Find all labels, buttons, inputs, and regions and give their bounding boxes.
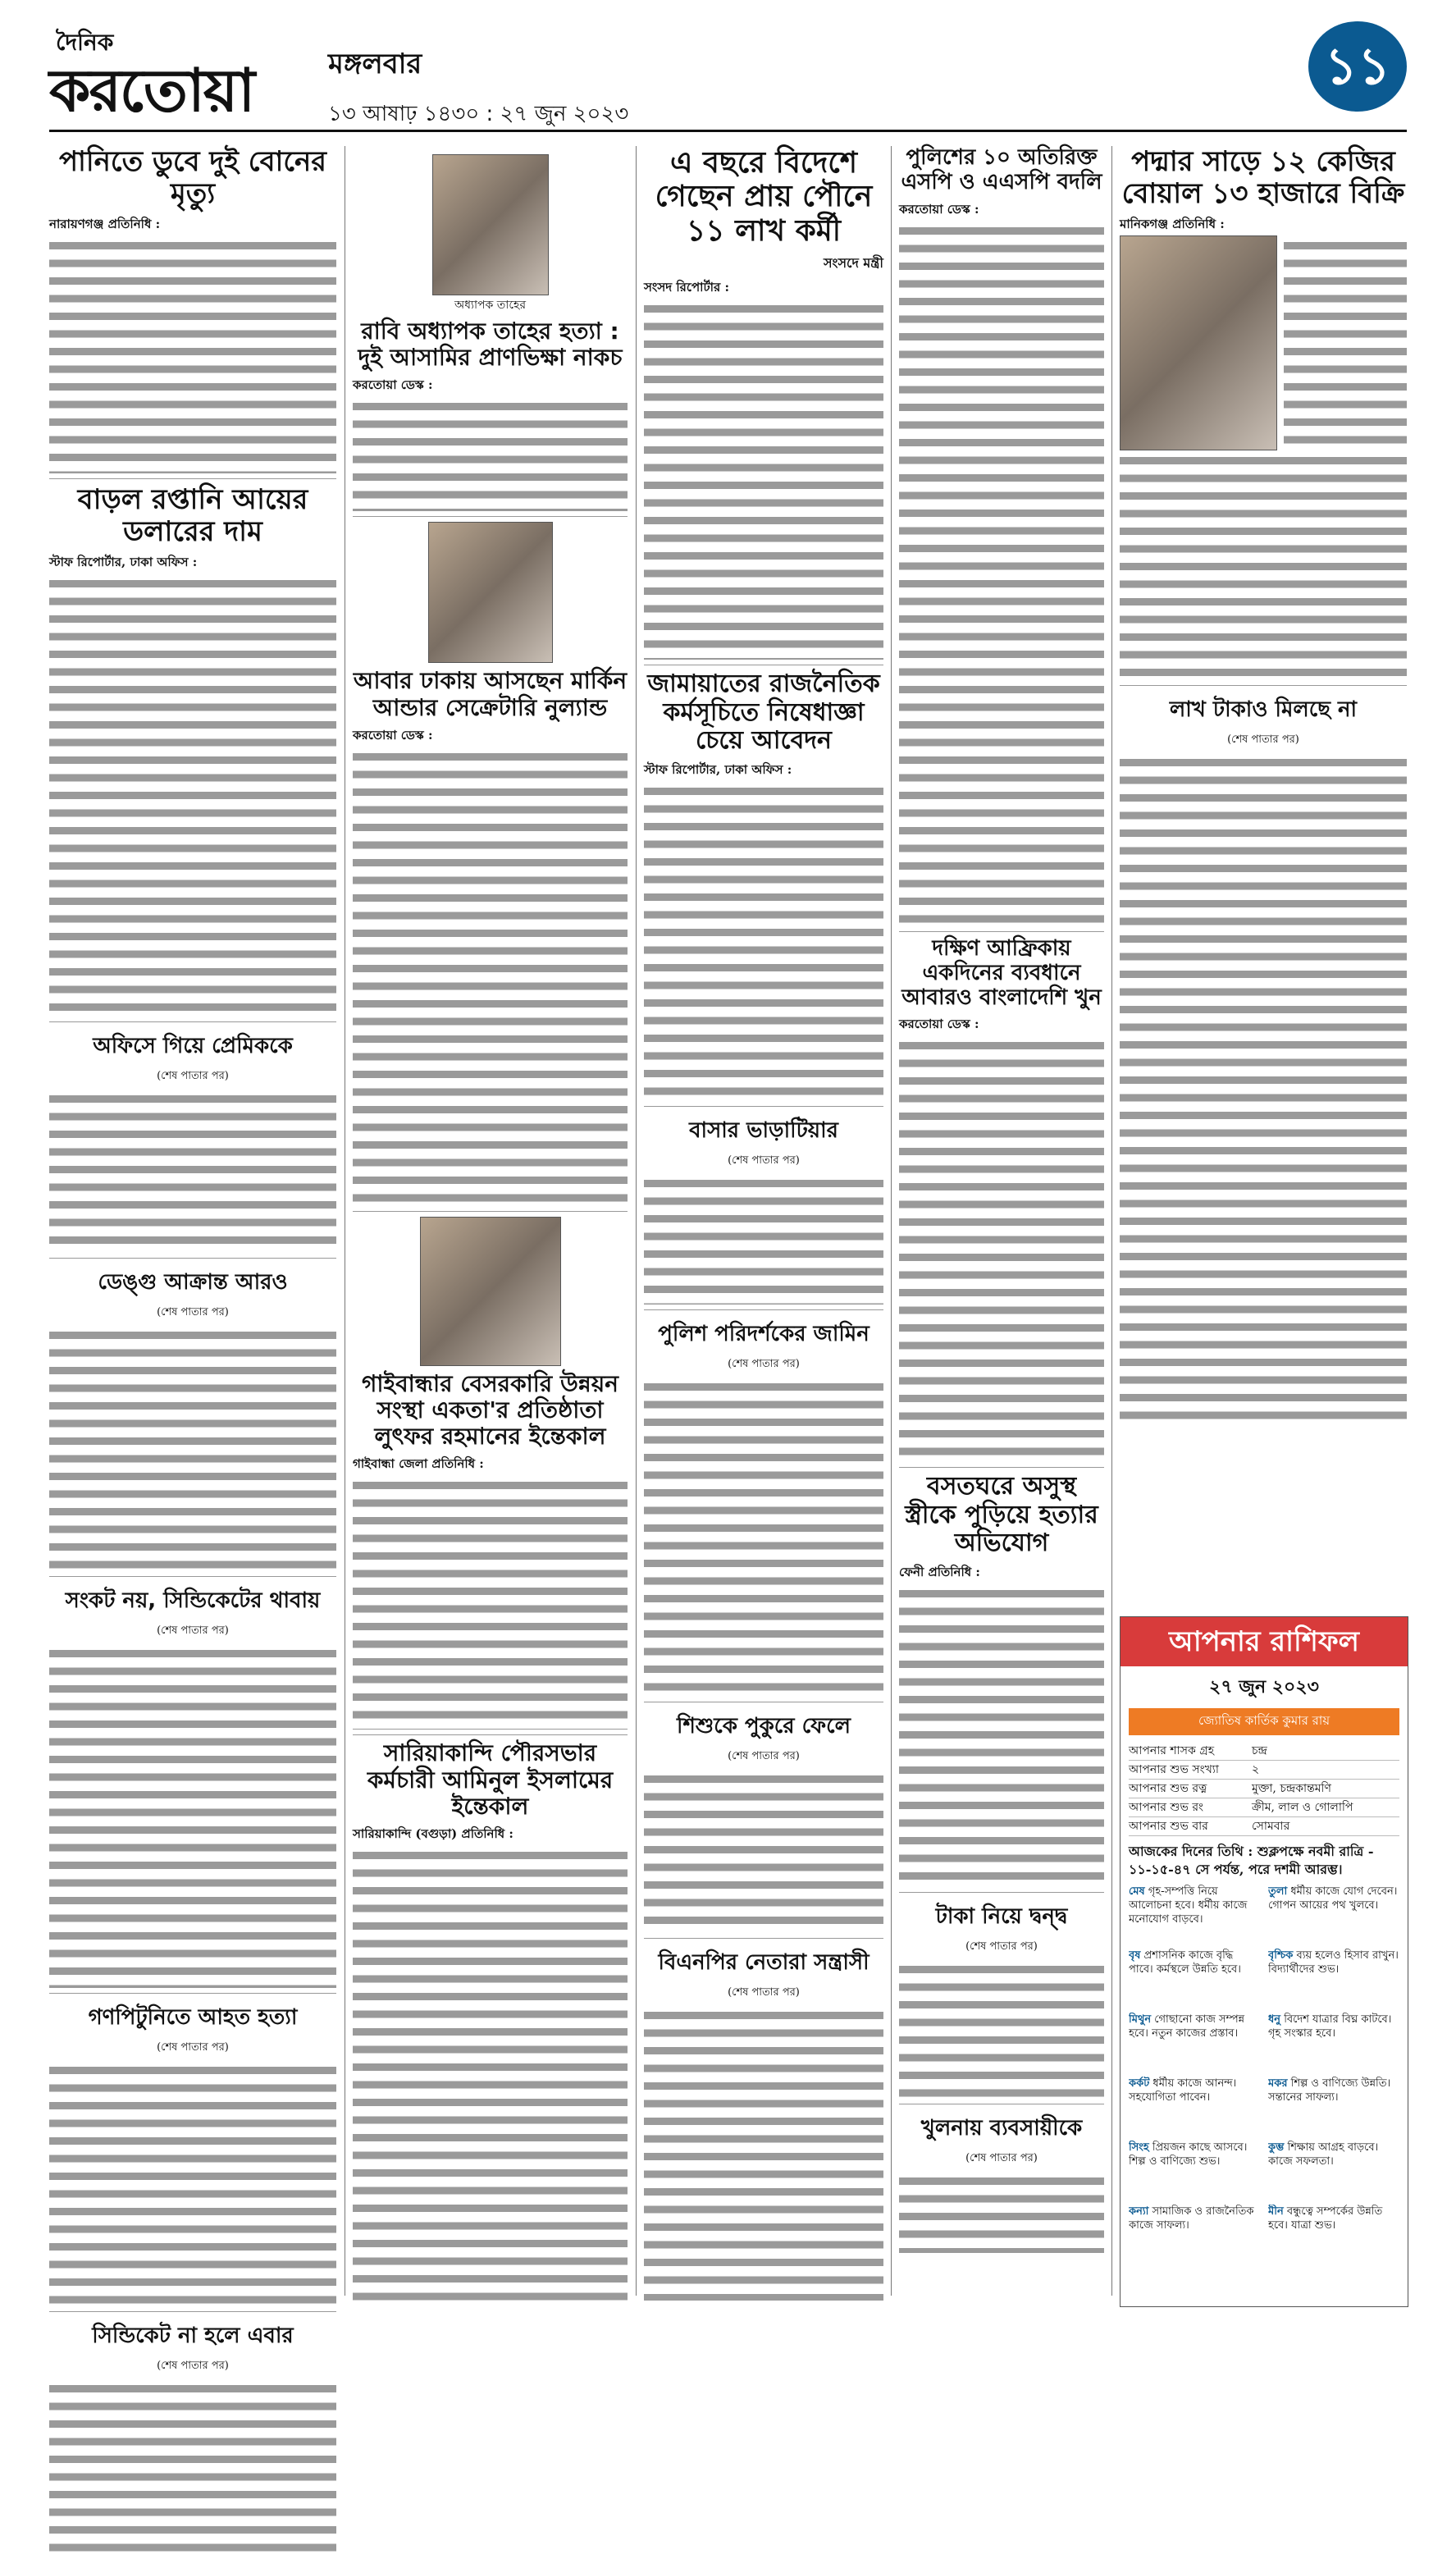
article-body: [49, 2378, 336, 2559]
article-title: সিন্ডিকেট না হলে এবার: [92, 2324, 294, 2349]
article-title: বাসার ভাড়াটিয়ার: [689, 1117, 838, 1143]
sign-text: গোছানো কাজ সম্পন্ন হবে। নতুন কাজের প্রস্তাব।: [1129, 2013, 1245, 2040]
row-value: সোমবার: [1252, 1820, 1290, 1833]
row-key: আপনার শুভ রং: [1129, 1801, 1204, 1814]
weekday: মঙ্গলবার: [328, 48, 422, 80]
sign-text: ধর্মীয় কাজে যোগ দেবেন। গোপন আয়ের পথ খুলবে।: [1268, 1885, 1398, 1912]
sign-text: শিক্ষায় আগ্রহ বাড়বে। কাজে সফলতা।: [1268, 2141, 1379, 2168]
article-byline: সারিয়াকান্দি (বগুড়া) প্রতিনিধি :: [353, 1826, 513, 1841]
sign-name: মীন: [1268, 2205, 1284, 2219]
row-value: মুক্তা, চন্দ্রকান্তমণি: [1252, 1782, 1331, 1795]
column-divider: [1111, 146, 1112, 2296]
article-title: দক্ষিণ আফ্রিকায় একদিনের ব্যবধানে আবারও বাংলাদেশি খুন: [901, 935, 1102, 1010]
article-title: শিশুকে পুকুরে ফেলে: [677, 1713, 851, 1739]
article-body: [49, 1325, 336, 1571]
zodiac-sign: [1129, 2205, 1260, 2264]
article-title: গণপিটুনিতে আহত হত্যা: [88, 2005, 298, 2031]
divider: [353, 1734, 628, 1735]
portrait-photo: [420, 1217, 561, 1366]
divider: [644, 1938, 883, 1939]
sign-name: কর্কট: [1129, 2077, 1150, 2091]
photo-caption: অধ্যাপক তাহের: [454, 299, 527, 312]
article-title: পদ্মার সাড়ে ১২ কেজির বোয়াল ১৩ হাজারে বিক্রি: [1121, 145, 1405, 211]
divider: [49, 478, 336, 479]
article-byline: করতোয়া ডেস্ক :: [899, 1017, 979, 1032]
divider: [1120, 685, 1407, 686]
article-title: টাকা নিয়ে দ্বন্দ্ব: [935, 1903, 1068, 1929]
zodiac-sign: [1129, 2077, 1260, 2136]
article-body: [1120, 450, 1407, 680]
fish-photo: [1120, 235, 1277, 450]
article-title: অফিসে গিয়ে প্রেমিককে: [93, 1034, 293, 1059]
zodiac-sign: [1268, 2077, 1399, 2136]
continued-note: (শেষ পাতার পর): [1227, 733, 1299, 747]
sign-text: বিদেশ যাত্রার বিঘ্ন কাটবে। গৃহ সংস্কার হবে।: [1268, 2013, 1392, 2040]
horoscope-row: [1129, 1761, 1399, 1780]
continued-note: (শেষ পাতার পর): [157, 1306, 229, 1319]
article-body: [1120, 752, 1407, 1425]
article-body: [644, 299, 883, 660]
continued-note: (শেষ পাতার পর): [157, 2360, 229, 2373]
article-body: [899, 221, 1104, 926]
article-tag: সংসদে মন্ত্রী: [823, 255, 883, 272]
row-key: আপনার শুভ সংখ্যা: [1129, 1763, 1219, 1776]
sign-name: ধনু: [1268, 2013, 1281, 2027]
article-body: [899, 1959, 1104, 2099]
article-title: খুলনায় ব্যবসায়ীকে: [920, 2115, 1083, 2141]
sign-name: বৃশ্চিক: [1268, 1949, 1294, 1963]
article-body: [644, 781, 883, 1101]
zodiac-grid: [1129, 1885, 1399, 2264]
article-byline: করতোয়া ডেস্ক :: [353, 727, 433, 743]
zodiac-sign: [1129, 1885, 1260, 1944]
horoscope-table: [1129, 1742, 1399, 1836]
article-body: [49, 1643, 336, 1988]
article-title: আবার ঢাকায় আসছেন মার্কিন আন্ডার সেক্রেটারি নুল্যান্ড: [353, 667, 628, 721]
divider: [49, 1021, 336, 1022]
zodiac-sign: [1268, 2205, 1399, 2264]
article-title: ডেঙ্গু আক্রান্ত আরও: [98, 1270, 288, 1295]
continued-note: (শেষ পাতার পর): [965, 2151, 1038, 2164]
article-body: [644, 1377, 883, 1697]
article-body: [644, 1173, 883, 1305]
column-4: [899, 146, 1104, 2253]
article-title: বসতঘরে অসুস্থ স্ত্রীকে পুড়িয়ে হত্যার অভিযোগ: [905, 1472, 1098, 1558]
horoscope-date: ২৭ জুন ২০২৩: [1209, 1676, 1319, 1698]
divider: [899, 1467, 1104, 1468]
divider: [49, 1576, 336, 1577]
article-body: [353, 396, 628, 511]
column-5: [1120, 146, 1407, 1425]
page-number-badge: ১১: [1308, 21, 1407, 112]
article-byline: গাইবান্ধা জেলা প্রতিনিধি :: [353, 1456, 484, 1472]
article-body: [644, 1769, 883, 1933]
article-title: পুলিশের ১০ অতিরিক্ত এসপি ও এএসপি বদলি: [901, 145, 1102, 194]
article-body: [353, 1845, 628, 2305]
sign-text: গৃহ-সম্পত্তি নিয়ে আলোচনা হবে। ধর্মীয় কাজে মনোযোগ বাড়বে।: [1129, 1885, 1248, 1926]
horoscope-row: [1129, 1817, 1399, 1836]
row-key: আপনার শুভ রত্ন: [1129, 1782, 1207, 1795]
zodiac-sign: [1268, 2013, 1399, 2072]
zodiac-sign: [1268, 1949, 1399, 2008]
masthead-rule: [49, 130, 1407, 132]
logo-big-text: করতোয়া: [49, 56, 254, 125]
article-title: বিএনপির নেতারা সন্ত্রাসী: [658, 1949, 869, 1975]
article-title: সংকট নয়, সিন্ডিকেটের থাবায়: [65, 1588, 321, 1614]
divider: [353, 516, 628, 517]
article-title: বাড়ল রপ্তানি আয়ের ডলারের দাম: [77, 483, 308, 549]
continued-note: (শেষ পাতার পর): [157, 1625, 229, 1638]
article-body: [49, 573, 336, 1017]
article-title: জামায়াতের রাজনৈতিক কর্মসূচিতে নিষেধাজ্ঞা চেয়ে আবেদন: [647, 669, 880, 756]
horoscope-row: [1129, 1798, 1399, 1817]
article-title: পানিতে ডুবে দুই বোনের মৃত্যু: [58, 145, 327, 211]
article-title: পুলিশ পরিদর্শকের জামিন: [658, 1321, 869, 1346]
column-2: [353, 146, 628, 2305]
article-byline: সংসদ রিপোর্টার :: [644, 280, 730, 295]
article-body: [49, 235, 336, 473]
zodiac-sign: [1268, 1885, 1399, 1944]
continued-note: (শেষ পাতার পর): [728, 1986, 800, 1999]
portrait-photo: [432, 154, 549, 295]
sign-text: শিল্প ও বাণিজ্যে উন্নতি। সন্তানের সাফল্য।: [1268, 2077, 1391, 2104]
zodiac-sign: [1268, 2141, 1399, 2200]
row-value: ২: [1252, 1763, 1260, 1776]
continued-note: (শেষ পাতার পর): [728, 1357, 800, 1370]
sign-name: বৃষ: [1129, 1949, 1141, 1963]
article-body: [353, 747, 628, 1206]
divider: [644, 1309, 883, 1310]
horoscope-box: [1120, 1616, 1408, 2307]
tithi-text: আজকের দিনের তিথি : শুক্লপক্ষে নবমী রাত্রি - ১১-১৫-৪৭ সে পর্যন্ত, পরে দশমী আরম্ভ।: [1129, 1844, 1374, 1877]
article-byline: নারায়ণগঞ্জ প্রতিনিধি :: [49, 217, 161, 232]
continued-note: (শেষ পাতার পর): [965, 1940, 1038, 1953]
continued-note: (শেষ পাতার পর): [728, 1154, 800, 1167]
newspaper-logo: [49, 18, 312, 125]
article-title: লাখ টাকাও মিলছে না: [1169, 697, 1358, 723]
article-body: [899, 1583, 1104, 1887]
continued-note: (শেষ পাতার পর): [728, 1749, 800, 1762]
article-byline: করতোয়া ডেস্ক :: [353, 377, 433, 393]
article-byline: ফেনী প্রতিনিধি :: [899, 1564, 980, 1579]
divider: [49, 1993, 336, 1994]
dateline: ১৩ আষাঢ় ১৪৩০ : ২৭ জুন ২০২৩: [328, 102, 629, 126]
article-title: রাবি অধ্যাপক তাহের হত্যা : দুই আসামির প্রাণভিক্ষা নাকচ: [358, 318, 623, 372]
row-value: ক্রীম, লাল ও গোলাপি: [1252, 1801, 1353, 1814]
horoscope-title: আপনার রাশিফল: [1121, 1617, 1408, 1666]
row-key: আপনার শাসক গ্রহ: [1129, 1744, 1215, 1757]
astrologer-name: জ্যোতিষ কার্তিক কুমার রায়: [1129, 1708, 1399, 1735]
column-1: [49, 146, 336, 2559]
divider: [49, 2311, 336, 2312]
sign-text: ধর্মীয় কাজে আনন্দ। সহযোগিতা পাবেন।: [1129, 2077, 1237, 2104]
divider: [899, 931, 1104, 932]
sign-name: সিংহ: [1129, 2141, 1149, 2155]
divider: [49, 1258, 336, 1259]
sign-name: মিথুন: [1129, 2013, 1152, 2027]
article-body: [899, 1035, 1104, 1462]
article-body: [49, 2060, 336, 2306]
sign-name: মকর: [1268, 2077, 1288, 2091]
divider: [899, 1892, 1104, 1893]
sign-text: সামাজিক ও রাজনৈতিক কাজে সাফল্য।: [1129, 2205, 1254, 2232]
article-body: [353, 1475, 628, 1730]
article-body: [49, 1089, 336, 1253]
masthead: [49, 18, 1407, 131]
article-byline: স্টাফ রিপোর্টার, ঢাকা অফিস :: [49, 555, 198, 570]
horoscope-row: [1129, 1742, 1399, 1761]
sign-name: কন্যা: [1129, 2205, 1149, 2219]
horoscope-row: [1129, 1780, 1399, 1798]
sign-text: প্রিয়জন কাছে আসবে। শিল্প ও বাণিজ্যে শুভ।: [1129, 2141, 1248, 2168]
zodiac-sign: [1129, 1949, 1260, 2008]
sign-text: ব্যয় হলেও হিসাব রাখুন। বিদ্যার্থীদের শুভ।: [1268, 1949, 1399, 1976]
sign-name: তুলা: [1268, 1885, 1288, 1899]
continued-note: (শেষ পাতার পর): [157, 2041, 229, 2054]
zodiac-sign: [1129, 2141, 1260, 2200]
row-value: চন্দ্র: [1252, 1744, 1267, 1757]
sign-name: কুম্ভ: [1268, 2141, 1285, 2155]
article-byline: করতোয়া ডেস্ক :: [899, 201, 979, 217]
portrait-photo: [428, 522, 553, 663]
continued-note: (শেষ পাতার পর): [157, 1070, 229, 1083]
column-3: [644, 146, 883, 2301]
divider: [644, 1106, 883, 1107]
article-byline: মানিকগঞ্জ প্রতিনিধি :: [1120, 217, 1225, 232]
sign-text: প্রশাসনিক কাজে বৃদ্ধি পাবে। কর্মস্থলে উন্নতি হবে।: [1129, 1949, 1241, 1976]
article-byline: স্টাফ রিপোর্টার, ঢাকা অফিস :: [644, 761, 792, 777]
article-body: [644, 2005, 883, 2301]
sign-name: মেষ: [1129, 1885, 1145, 1899]
article-title: এ বছরে বিদেশে গেছেন প্রায় পৌনে ১১ লাখ কর্মী: [655, 146, 873, 248]
divider: [353, 1211, 628, 1212]
article-body-with-photo: [1120, 235, 1407, 450]
row-key: আপনার শুভ বার: [1129, 1820, 1208, 1833]
article-title: গাইবান্ধার বেসরকারি উন্নয়ন সংস্থা একতা'র প্রতিষ্ঠাতা লুৎফর রহমানের ইন্তেকাল: [362, 1369, 618, 1451]
logo-small-text: দৈনিক: [56, 29, 114, 56]
article-body: [899, 2171, 1104, 2253]
sign-text: বন্ধুত্বে সম্পর্কের উন্নতি হবে। যাত্রা শুভ।: [1268, 2205, 1383, 2232]
article-body: [1284, 235, 1407, 449]
article-title: সারিয়াকান্দি পৌরসভার কর্মচারী আমিনুল ইসলামের ইন্তেকাল: [367, 1739, 614, 1820]
column-divider: [891, 146, 892, 2296]
zodiac-sign: [1129, 2013, 1260, 2072]
column-divider: [636, 146, 637, 2296]
